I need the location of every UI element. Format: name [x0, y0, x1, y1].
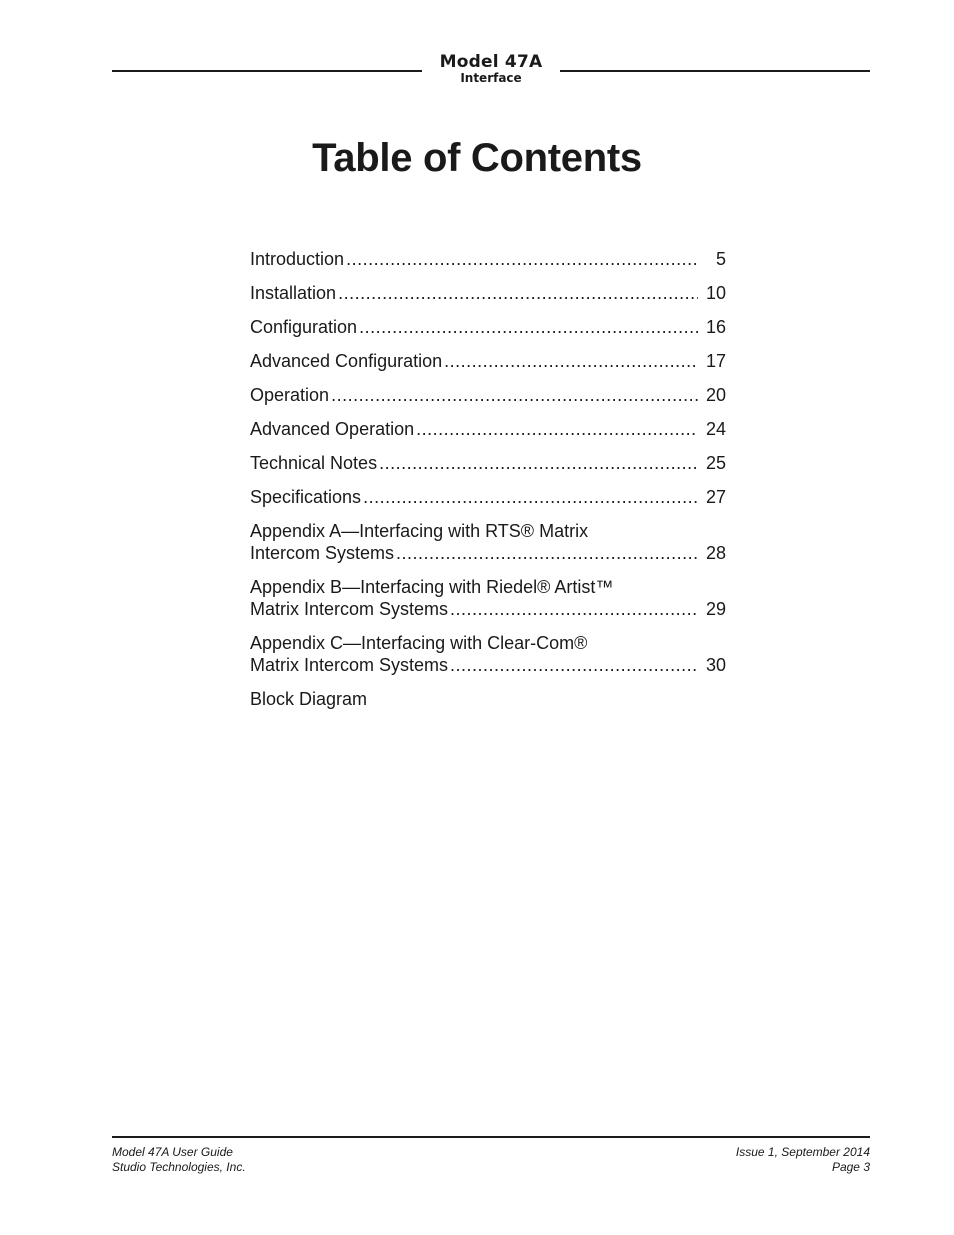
table-of-contents: [250, 248, 726, 722]
toc-entry-title: Configuration: [250, 317, 358, 337]
toc-leader-dots: [331, 384, 698, 406]
toc-line: [250, 632, 726, 654]
toc-entry[interactable]: [250, 248, 726, 270]
toc-entry-title: Matrix Intercom Systems: [250, 655, 449, 675]
footer-company: Studio Technologies, Inc.: [112, 1160, 246, 1174]
toc-entry[interactable]: [250, 520, 726, 564]
footer-rule: [112, 1136, 870, 1138]
brand-subtitle: Interface: [460, 71, 522, 85]
toc-entry[interactable]: [250, 384, 726, 406]
toc-leader-dots: [346, 248, 698, 270]
toc-page-number: 24: [705, 419, 726, 439]
toc-entry-title: Operation: [250, 385, 330, 405]
toc-page-number: 5: [715, 249, 726, 269]
toc-page-number: 28: [705, 543, 726, 563]
toc-entry[interactable]: [250, 486, 726, 508]
toc-line: [250, 654, 726, 676]
toc-entry[interactable]: [250, 316, 726, 338]
toc-leader-dots: [359, 316, 698, 338]
toc-page-number: 30: [705, 655, 726, 675]
toc-entry[interactable]: [250, 452, 726, 474]
toc-page-number: 17: [705, 351, 726, 371]
toc-entry-title: Block Diagram: [250, 689, 368, 709]
toc-leader-dots: [379, 452, 698, 474]
footer-left: [112, 1145, 246, 1175]
toc-page-number: 29: [705, 599, 726, 619]
toc-page-number: 10: [705, 283, 726, 303]
toc-leader-dots: [396, 542, 698, 564]
toc-entry-title: Installation: [250, 283, 337, 303]
toc-entry-title: Intercom Systems: [250, 543, 395, 563]
toc-entry[interactable]: [250, 350, 726, 372]
toc-leader-dots: [338, 282, 698, 304]
toc-line: [250, 598, 726, 620]
header-brand: [422, 54, 560, 84]
footer-page-number: Page 3: [831, 1160, 870, 1174]
toc-leader-dots: [444, 350, 698, 372]
toc-line: [250, 542, 726, 564]
toc-line: [250, 418, 726, 440]
toc-entry-title: Appendix A—Interfacing with RTS® Matrix: [250, 521, 589, 541]
toc-page-number: 27: [705, 487, 726, 507]
toc-line: [250, 520, 726, 542]
toc-entry[interactable]: [250, 418, 726, 440]
toc-entry-title: Advanced Operation: [250, 419, 415, 439]
toc-line: [250, 576, 726, 598]
toc-entry[interactable]: [250, 282, 726, 304]
toc-line: [250, 350, 726, 372]
toc-entry[interactable]: [250, 576, 726, 620]
toc-line: [250, 486, 726, 508]
toc-leader-dots: [450, 598, 698, 620]
header-rule-left: [112, 70, 422, 72]
toc-entry[interactable]: [250, 632, 726, 676]
toc-page-number: 20: [705, 385, 726, 405]
toc-leader-dots: [416, 418, 698, 440]
footer-guide-title: Model 47A User Guide: [112, 1145, 233, 1159]
toc-entry[interactable]: [250, 688, 726, 710]
toc-entry-title: Technical Notes: [250, 453, 378, 473]
toc-page-number: 16: [705, 317, 726, 337]
toc-line: [250, 452, 726, 474]
brand-model: Model 47A: [439, 52, 543, 72]
toc-entry-title: Matrix Intercom Systems: [250, 599, 449, 619]
toc-leader-dots: [363, 486, 698, 508]
toc-entry-title: Advanced Configuration: [250, 351, 443, 371]
toc-line: [250, 384, 726, 406]
toc-page-number: 25: [705, 453, 726, 473]
toc-entry-title: Specifications: [250, 487, 362, 507]
toc-line: [250, 316, 726, 338]
footer-issue: Issue 1, September 2014: [735, 1145, 870, 1159]
page-title: Table of Contents: [312, 136, 642, 180]
toc-entry-title: Appendix B—Interfacing with Riedel® Artist™: [250, 577, 614, 597]
toc-entry-title: Appendix C—Interfacing with Clear-Com®: [250, 633, 588, 653]
toc-leader-dots: [450, 654, 698, 676]
toc-line: [250, 282, 726, 304]
toc-entry-title: Introduction: [250, 249, 345, 269]
header-rule-right: [560, 70, 870, 72]
toc-line: [250, 688, 726, 710]
toc-line: [250, 248, 726, 270]
footer-right: [570, 1145, 870, 1175]
